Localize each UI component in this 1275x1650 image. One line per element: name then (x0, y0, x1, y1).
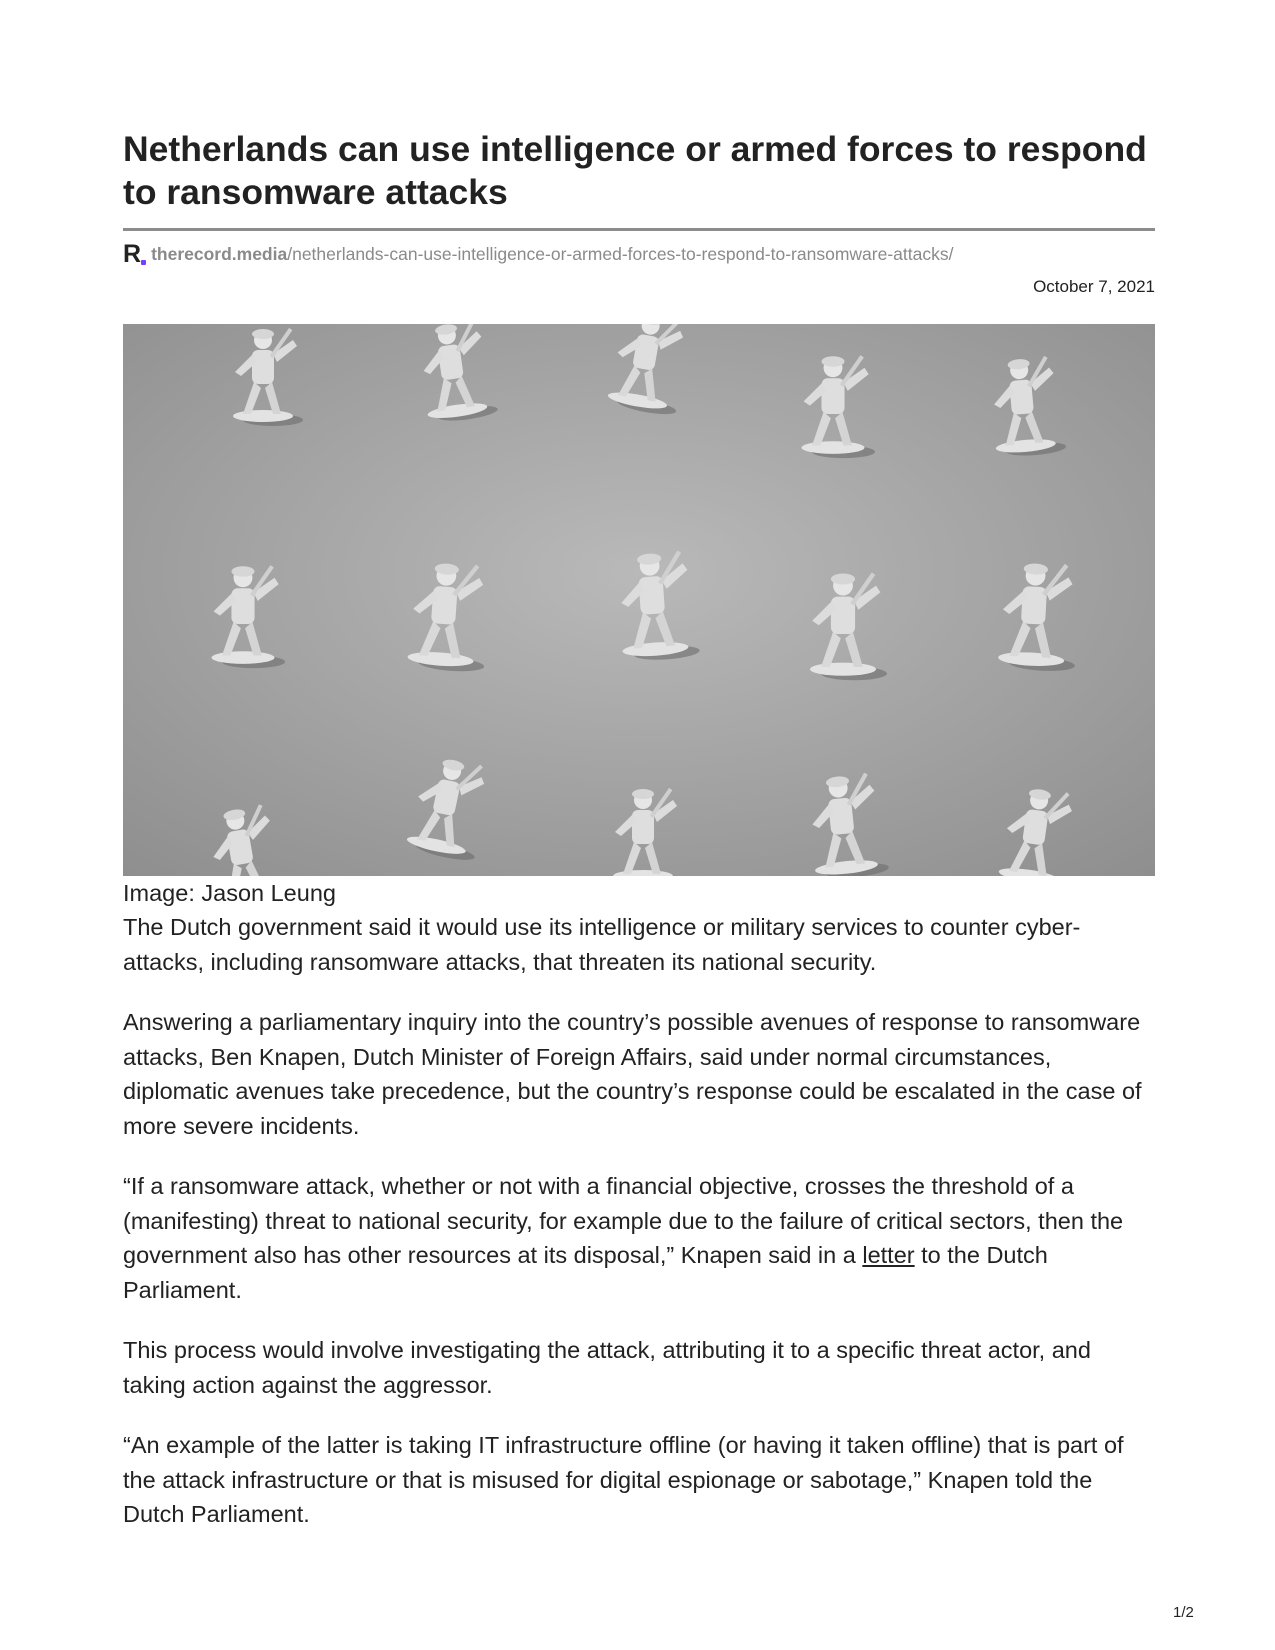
paragraph-1: The Dutch government said it would use its intelligence or military services to counter cyber-attacks, including ransomware attacks, that threaten its national security. (123, 914, 1081, 975)
source-domain[interactable]: therecord.media (151, 243, 288, 264)
article-date: October 7, 2021 (1033, 277, 1155, 296)
hero-image-toy-soldiers (123, 324, 1155, 876)
paragraph-5: “An example of the latter is taking IT infrastructure offline (or having it taken offline) that is part of the attack infrastructure or that is misused for digital espionage or sabotage,” Knapen told the Dutch Parliament. (123, 1432, 1124, 1527)
title-divider (123, 228, 1155, 231)
source-line (123, 241, 1155, 267)
article-title: Netherlands can use intelligence or armed forces to respond to ransomware attacks (123, 129, 1147, 212)
the-record-logo-icon: R (123, 242, 141, 267)
article (123, 128, 1155, 1558)
source-path[interactable]: /netherlands-can-use-intelligence-or-armed-forces-to-respond-to-ransomware-attacks/ (287, 243, 954, 264)
paragraph-3: “If a ransomware attack, whether or not with a financial objective, crosses the threshold of a (manifesting) threat to national security, for example due to the failure of critical sectors, then the government also has other resources at its disposal,” Knapen said in a letter to the Dutch Parliament. (123, 1173, 1124, 1303)
paragraph-4: This process would involve investigating the attack, attributing it to a specific threat actor, and taking action against the aggressor. (123, 1337, 1091, 1398)
page-number: 1/2 (1173, 1604, 1194, 1621)
paragraph-2: Answering a parliamentary inquiry into the country’s possible avenues of response to ransomware attacks, Ben Knapen, Dutch Minister of Foreign Affairs, said under normal circumstances, diplomatic avenues take precedence, but the country’s response could be escalated in the case of more severe incidents. (123, 1009, 1142, 1139)
letter-link[interactable]: letter (862, 1242, 915, 1268)
article-body (123, 910, 1155, 1532)
image-caption: Image: Jason Leung (123, 880, 336, 906)
